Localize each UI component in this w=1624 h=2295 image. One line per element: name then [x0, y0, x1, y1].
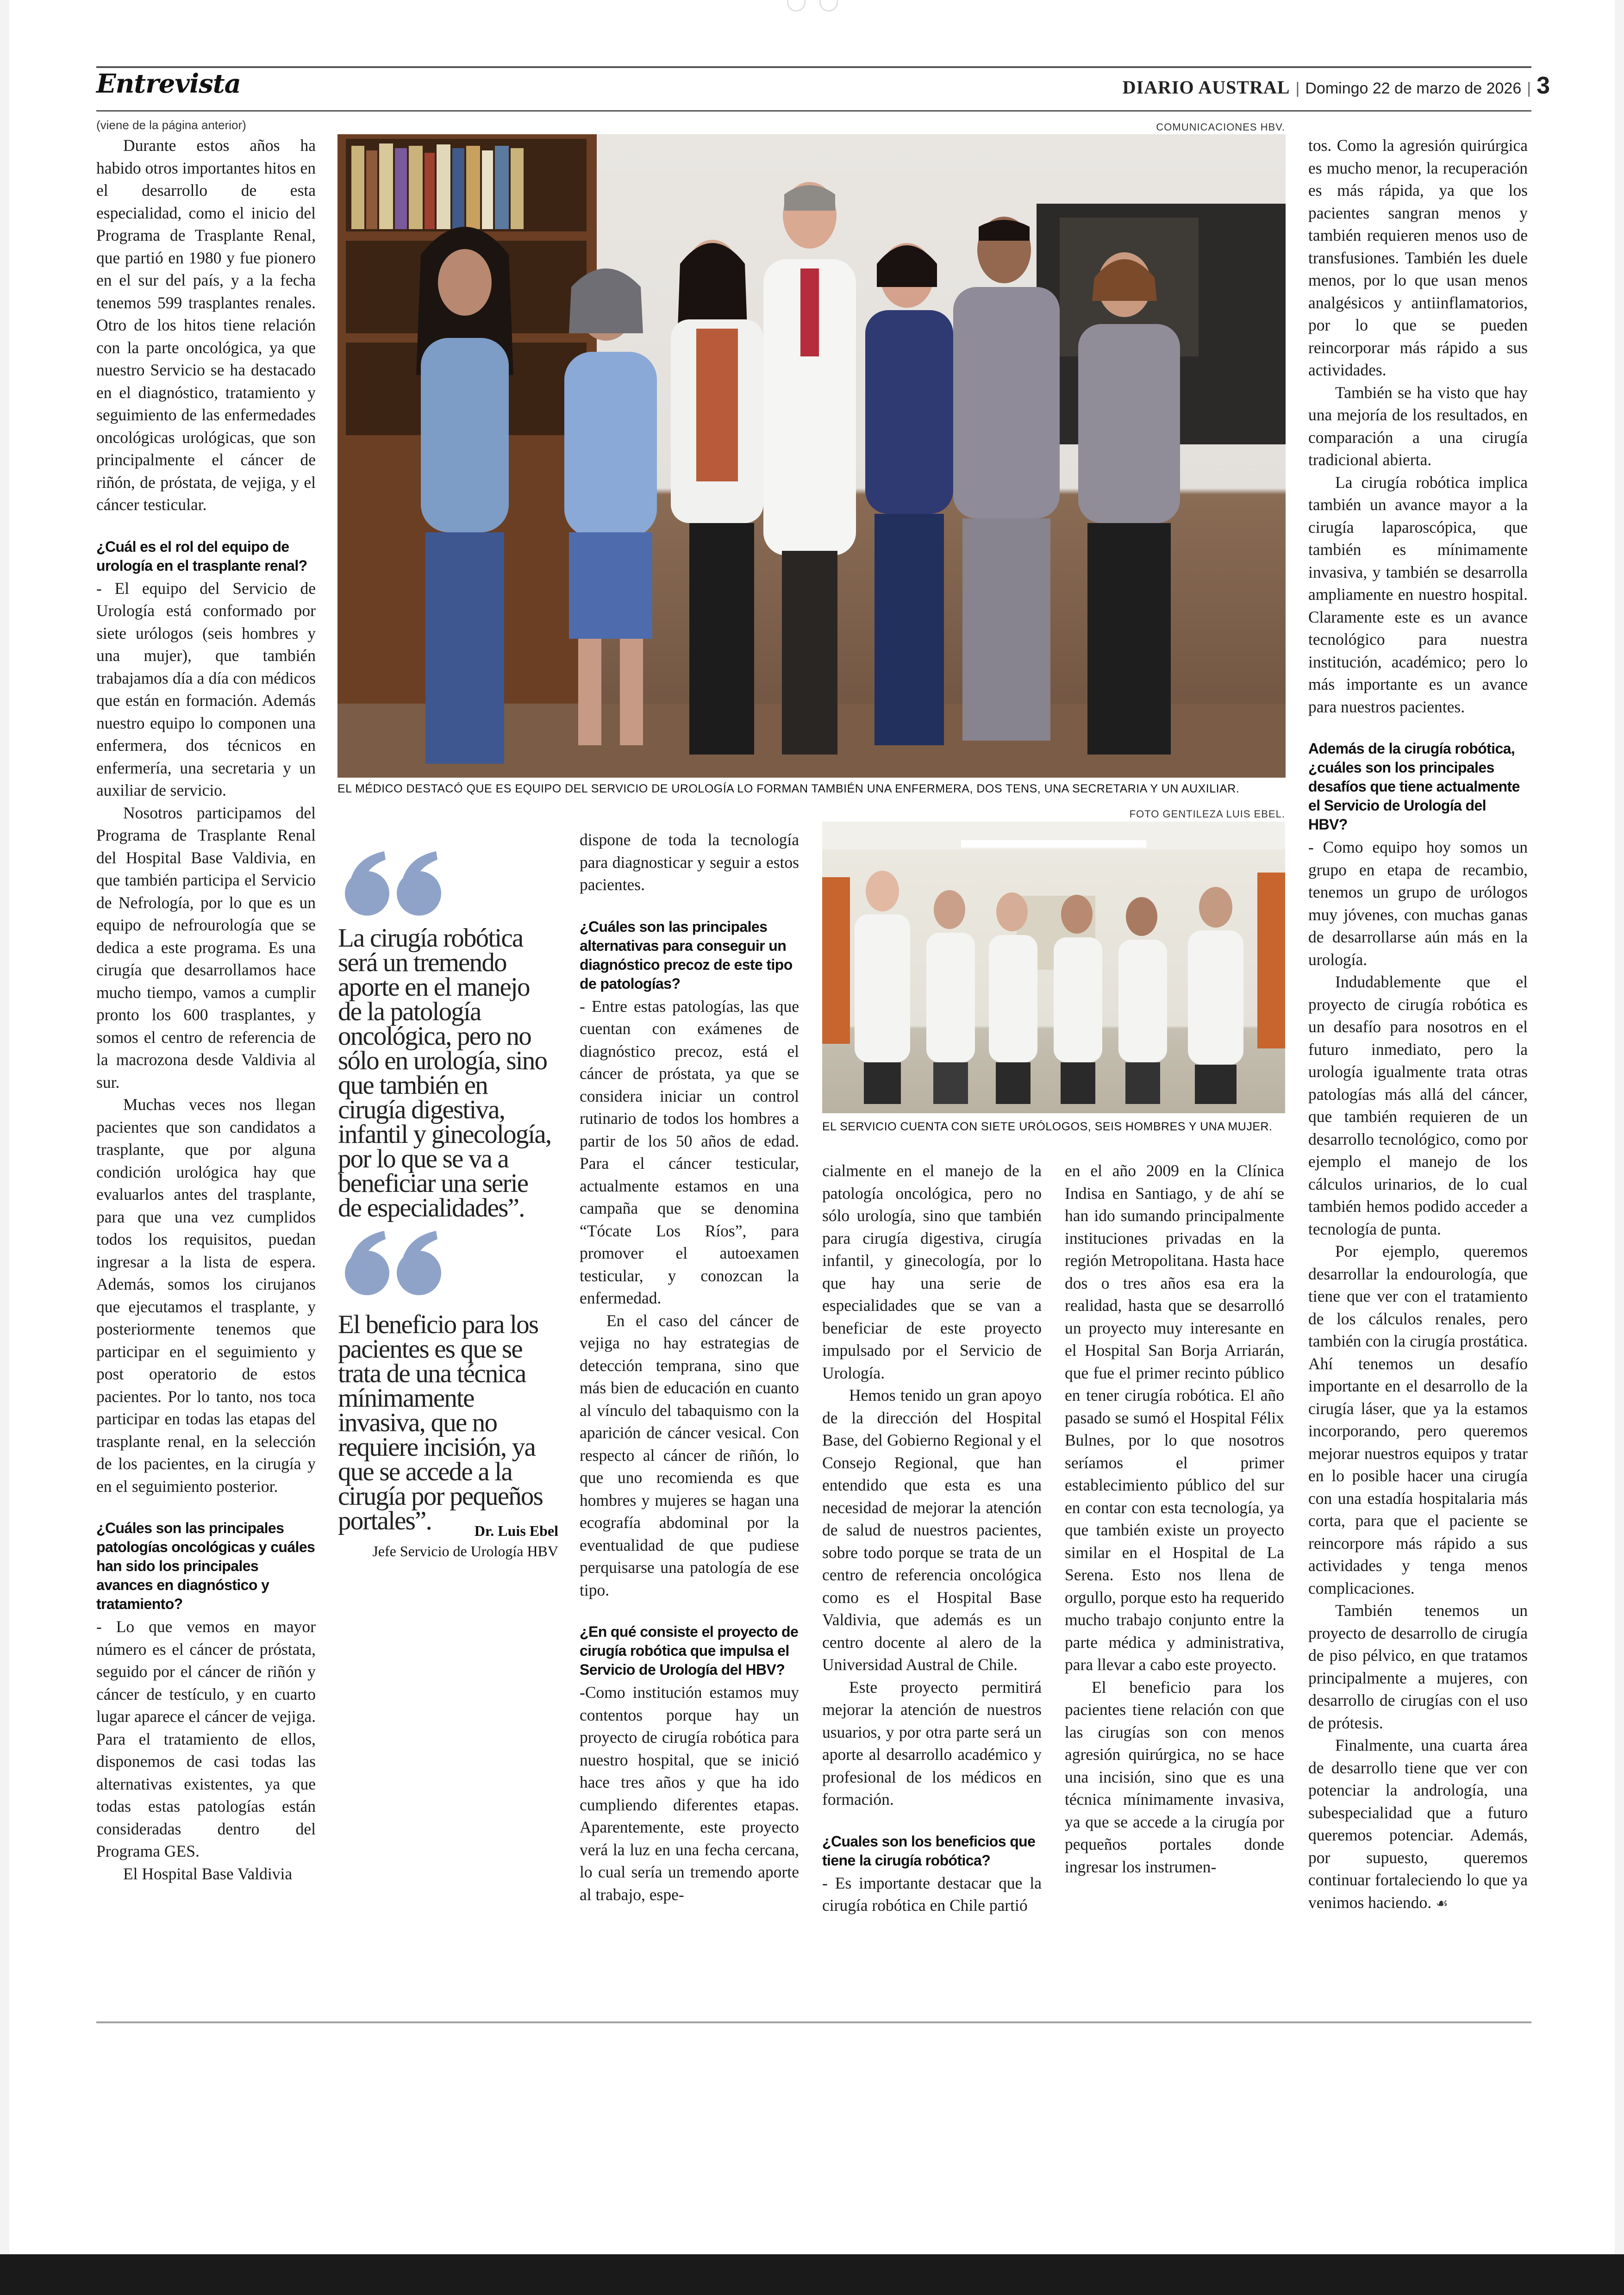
- article-column-3: [580, 829, 799, 1906]
- team-photo-illustration: [337, 134, 1286, 778]
- article-column-5: [1065, 1160, 1284, 1878]
- paragraph: cialmente en el manejo de la patología oncológica, pero no sólo urología, sino que también para cirugía digestiva, cirugía infantil, y ginecología, por lo que hay una serie de especialidades que se van a beneficiar de este proyecto impulsado por el Servicio de Urología.: [822, 1161, 1042, 1382]
- newspaper-name: DIARIO AUSTRAL: [1122, 77, 1290, 98]
- interview-question: ¿Cuáles son las principales alternativas para conseguir un diagnóstico precoz de este tipo de patologías?: [580, 918, 793, 992]
- paragraph: Nosotros participamos del Programa de Trasplante Renal del Hospital Base Valdivia, en que también participa el Servicio de Nefrología, por lo que es un equipo de nefrourología que se dedica a este programa. Es una cirugía que desarrollamos hace mucho tiempo, vamos a cumplir pronto los 600 trasplantes, y somos el centro de referencia de la macrozona desde Valdivia al sur.: [96, 803, 316, 1091]
- issue-date: Domingo 22 de marzo de 2026: [1305, 80, 1522, 97]
- paragraph: Durante estos años ha habido otros importantes hitos en el desarrollo de esta especialidad, como el inicio del Programa de Trasplante Renal, que partió en 1980 y fue pionero en el sur del país, y a la fecha tenemos 599 trasplantes renales. Otro de los hitos tiene relación con la parte oncológica, ya que nuestro Servicio se ha destacado en el diagnóstico, tratamiento y seguimiento de las enfermedades oncológicas urológicas, que son principalmente el cáncer de riñón, de próstata, de vejiga, y el cáncer testicular.: [96, 136, 316, 514]
- paragraph: El Hospital Base Valdivia: [123, 1864, 293, 1883]
- footer-rule: [96, 2021, 1531, 2023]
- continued-note: (viene de la página anterior): [96, 118, 246, 132]
- viewer-bottom-bar: [0, 2254, 1624, 2295]
- urologists-photo-illustration: [822, 822, 1285, 1113]
- paragraph: en el año 2009 en la Clínica Indisa en Santiago, y de ahí se han ido sumando principalmente instituciones privadas en la región Metropolitana. Hasta hace dos o tres años esa era la realidad, hasta que se desarrolló un proyecto muy interesante en el Hospital San Borja Arriarán, que fue el primer recinto público en tener cirugía robótica. El año pasado se sumó el Hospital Félix Bulnes, por lo que nosotros seríamos el primer establecimiento público del sur en contar con esta tecnología, ya que también existe un proyecto similar en el Hospital de La Serena. Esto nos llena de orgullo, porque esto ha requerido mucho trabajo conjunto entre la parte médica y administrativa, para llevar a cabo este proyecto.: [1065, 1161, 1284, 1674]
- answer-paragraph: - Como equipo hoy somos un grupo en etapa de recambio, tenemos un grupo de urólogos muy jóvenes, con muchas ganas de desarrollarse aún más en la urología.: [1308, 838, 1528, 969]
- paragraph: Por ejemplo, queremos desarrollar la endourología, que tiene que ver con el tratamiento de los cálculos renales, pero también con la cirugía prostática. Ahí tenemos un desafío importante en el desarrollo de la cirugía láser, que ya la estamos incorporando, pero queremos mejorar nuestros equipos y tratar en lo posible hacer una cirugía con una estadía hospitalaria más corta, para que el paciente se reincorpore más rápido a sus actividades y tenga menos complicaciones.: [1308, 1242, 1528, 1597]
- article-column-6: [1308, 134, 1528, 1915]
- quote-attribution: [372, 1521, 558, 1561]
- page-number: 3: [1537, 72, 1550, 99]
- pull-quote: La cirugía robótica será un tremendo aporte en el manejo de la patología oncológica, pero no sólo en urología, sino que también en cirugía digestiva, infantil y ginecología, por lo que se va a beneficiar una serie de especialidades”.: [338, 923, 551, 1222]
- answer-paragraph: - Lo que vemos en mayor número es el cáncer de próstata, seguido por el cáncer de riñón y cáncer de testículo, y en cuarto lugar aparece el cáncer de vejiga. Para el tratamiento de ellos, disponemos de casi todas las alternativas existentes, ya que todas estas patologías están consideradas dentro del Programa GES.: [96, 1617, 316, 1860]
- paragraph: La cirugía robótica implica también un avance mayor a la cirugía laparoscópica, que también es mínimamente invasiva, y también se desarrolla ampliamente en nuestro hospital. Claramente este es un avance tecnológico para nuestra institución, académico; pero lo más importante es un avance para nuestros pacientes.: [1308, 473, 1528, 716]
- interview-question: ¿En qué consiste el proyecto de cirugía robótica que impulsa el Servicio de Urología del HBV?: [580, 1623, 799, 1678]
- interview-question: Además de la cirugía robótica, ¿cuáles son los principales desafíos que tiene actualmente el Servicio de Urología del HBV?: [1308, 740, 1520, 833]
- photo-caption: EL MÉDICO DESTACÓ QUE ES EQUIPO DEL SERVICIO DE UROLOGÍA LO FORMAN TAMBIÉN UNA ENFERMERA, DOS TENS, UNA SECRETARIA Y UN AUXILIAR.: [337, 782, 1240, 795]
- masthead: DIARIO AUSTRAL | Domingo 22 de marzo de 2026 | 3: [1122, 72, 1550, 99]
- photo-credit: COMUNICACIONES HBV.: [1156, 121, 1285, 133]
- answer-paragraph: - Entre estas patologías, las que cuentan con exámenes de diagnóstico precoz, está el cáncer de próstata, ya que se considera iniciar un control rutinario de todos los hombres a partir de los 50 años de edad. Para el cáncer testicular, actualmente estamos en una campaña que se denomina “Tócate Los Ríos”, para promover el autoexamen testicular, y conozcan la enfermedad.: [580, 997, 799, 1307]
- paragraph: Indudablemente que el proyecto de cirugía robótica es un desafío para nosotros en el futuro inmediato, pero la urología igualmente trata otras patologías más allá del cáncer, que también requieren de un desarrollo tecnológico, como por ejemplo el manejo de los cálculos urinarios, de lo cual también hemos podido acceder a tecnología de punta.: [1308, 973, 1528, 1238]
- paragraph: El beneficio para los pacientes tiene relación con que las cirugías son con menos agresión quirúrgica, no se hace una incisión, sino que es una técnica mínimamente invasiva, ya que se accede a la cirugía por pequeños portales donde ingresar los instrumen-: [1065, 1678, 1284, 1876]
- author-name: Dr. Luis Ebel: [474, 1522, 558, 1539]
- answer-paragraph: - Es importante destacar que la cirugía robótica en Chile partió: [822, 1873, 1042, 1915]
- article-column-4: [822, 1160, 1042, 1917]
- paragraph: dispone de toda la tecnología para diagnosticar y seguir a estos pacientes.: [580, 830, 799, 894]
- article-column-1: [96, 134, 316, 1885]
- paragraph: tos. Como la agresión quirúrgica es mucho menor, la recuperación es más rápida, ya que los pacientes sangran menos y también requieren menos uso de transfusiones. También les duele menos, por lo que usan menos analgésicos y antiinflamatorios, por lo que se pueden reincorporar más rápido a sus actividades.: [1308, 136, 1528, 379]
- paragraph: [1308, 1734, 1528, 1915]
- answer-paragraph: - El equipo del Servicio de Urología está conformado por siete urólogos (seis hombres y una mujer), que también trabajamos día a día con médicos que están en formación. Además nuestro equipo lo componen una enfermera, dos técnicos en enfermería, una secretaria y un auxiliar de servicio.: [96, 579, 316, 799]
- header-rule: [96, 110, 1531, 112]
- section-title: Entrevista: [96, 69, 241, 99]
- quote-mark-icon: [340, 849, 447, 919]
- urologists-photo: [822, 822, 1285, 1113]
- paragraph: También se ha visto que hay una mejoría de los resultados, en comparación a una cirugía tradicional abierta.: [1308, 383, 1528, 469]
- header-rule: [96, 66, 1531, 68]
- end-of-article-icon: ☙: [1436, 1895, 1448, 1912]
- paragraph: En el caso del cáncer de vejiga no hay estrategias de detección temprana, sino que más bien de educación en cuanto al vínculo del tabaquismo con la aparición de cáncer vesical. Con respecto al cáncer de riñón, lo que uno recomienda es que hombres y mujeres se hagan una ecografía abdominal por la eventualidad de que pudiese perquisarse una patología de ese tipo.: [580, 1311, 799, 1599]
- photo-caption: EL SERVICIO CUENTA CON SIETE URÓLOGOS, SEIS HOMBRES Y UNA MUJER.: [822, 1120, 1273, 1133]
- author-role: Jefe Servicio de Urología HBV: [372, 1543, 558, 1559]
- interview-question: ¿Cuales son los beneficios que tiene la cirugía robótica?: [822, 1833, 1036, 1869]
- photo-credit: FOTO GENTILEZA LUIS EBEL.: [1129, 808, 1285, 820]
- interview-question: ¿Cuáles son las principales patologías oncológicas y cuáles han sido los principales avances en diagnóstico y tratamiento?: [96, 1520, 315, 1612]
- paragraph: Este proyecto permitirá mejorar la atención de nuestros usuarios, y por otra parte será un aporte al desarrollo académico y profesional de los médicos en formación.: [822, 1678, 1042, 1809]
- paragraph-text: Finalmente, una cuarta área de desarrollo tiene que ver con potenciar la andrología, una subespecialidad que a futuro queremos potenciar. Además, por supuesto, queremos continuar fortaleciendo lo que ya venimos haciendo.: [1308, 1736, 1528, 1912]
- pull-quote: El beneficio para los pacientes es que se trata de una técnica mínimamente invasiva, que no requiere incisión, ya que se accede a la cirugía por pequeños portales”.: [338, 1310, 543, 1535]
- interview-question: ¿Cuál es el rol del equipo de urología en el trasplante renal?: [96, 538, 307, 574]
- paragraph: Hemos tenido un gran apoyo de la dirección del Hospital Base, del Gobierno Regional y el Consejo Regional, que han entendido que esta es una necesidad de mejorar la atención de salud de nuestros pacientes, sobre todo porque se trata de un centro de referencia oncológica como es el Hospital Base Valdivia, que además es un centro docente al alero de la Universidad Austral de Chile.: [822, 1386, 1042, 1674]
- quote-mark-icon: [340, 1229, 447, 1298]
- paragraph: También tenemos un proyecto de desarrollo de cirugía de piso pélvico, en que tratamos principalmente a mujeres, con desarrollo de cirugías con el uso de prótesis.: [1308, 1601, 1528, 1732]
- team-photo: [337, 134, 1286, 778]
- answer-paragraph: -Como institución estamos muy contentos porque hay un proyecto de cirugía robótica para nuestro hospital, que se inició hace tres años y que ha ido cumpliendo diferentes etapas. Aparentemente, este proyecto verá la luz en una fecha cercana, lo cual sería un tremendo aporte al trabajo, espe-: [580, 1683, 799, 1904]
- paragraph: Muchas veces nos llegan pacientes que son candidatos a trasplante, que por alguna condición urológica hay que evaluarlos antes del trasplante, para que una vez cumplidos todos los requisitos, puedan ingresar a la lista de espera. Además, somos los cirujanos que ejecutamos el trasplante, y posteriormente tenemos que participar en el seguimiento y post operatorio de estos pacientes. Por lo tanto, nos toca participar en todas las etapas del trasplante renal, en la selección de los pacientes, en la cirugía y en el seguimiento posterior.: [96, 1095, 316, 1496]
